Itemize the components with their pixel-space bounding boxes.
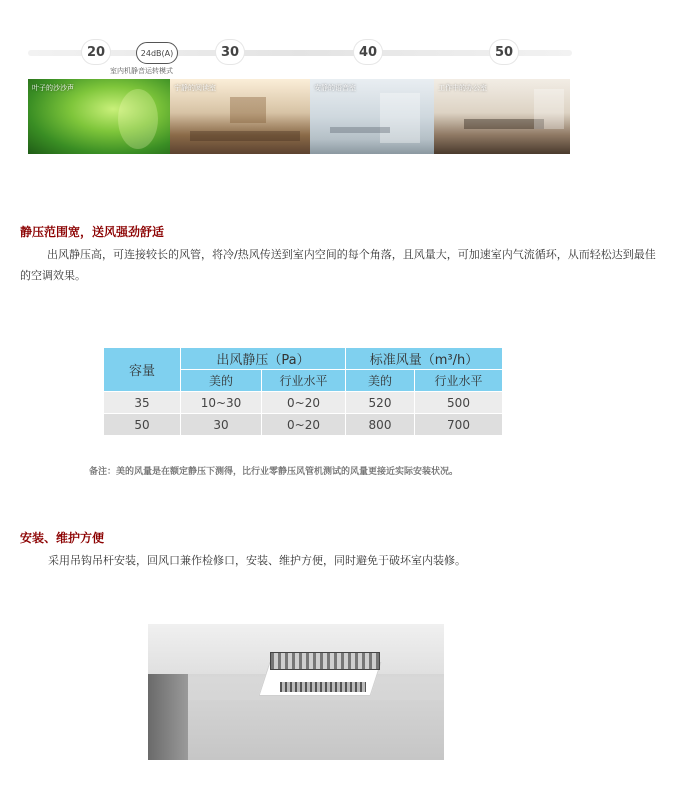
photo-caption: 安静的语音室 xyxy=(314,84,356,92)
noise-tick-40: 40 xyxy=(354,40,382,64)
section-body-static-pressure: 出风静压高，可连接较长的风管，将冷/热风传送到室内空间的每个角落，且风量大，可加速室内气流循环，从而轻松达到最佳的空调效果。 xyxy=(20,248,656,282)
cell-midea-pressure: 30 xyxy=(181,414,261,435)
cell-industry-pressure: 0~20 xyxy=(262,414,345,435)
cell-midea-flow: 520 xyxy=(346,392,414,413)
noise-scale-caption: 室内机静音运转模式 xyxy=(110,67,173,75)
installation-illustration xyxy=(148,624,444,760)
table-note: 备注：美的风量是在额定静压下测得，比行业零静压风管机测试的风量更接近实际安装状况。 xyxy=(89,467,459,477)
subheader-midea-pressure: 美的 xyxy=(181,370,261,391)
back-wall xyxy=(148,700,444,760)
photo-voice-room xyxy=(310,79,434,154)
table-row xyxy=(104,414,502,435)
noise-tick-20: 20 xyxy=(82,40,110,64)
noise-tick-50: 50 xyxy=(490,40,518,64)
cell-midea-pressure: 10~30 xyxy=(181,392,261,413)
noise-tick-24db: 24dB(A) xyxy=(136,42,178,64)
cell-industry-flow: 700 xyxy=(415,414,502,435)
header-air-flow: 标准风量（m³/h） xyxy=(346,348,502,369)
side-wall xyxy=(148,674,188,760)
cell-industry-flow: 500 xyxy=(415,392,502,413)
cell-capacity: 50 xyxy=(104,414,180,435)
photo-reading-room xyxy=(170,79,310,154)
photo-office xyxy=(434,79,570,154)
noise-tick-30: 30 xyxy=(216,40,244,64)
section-body-installation: 采用吊钩吊杆安装，回风口兼作检修口，安装、维护方便，同时避免于破坏室内装修。 xyxy=(48,554,466,567)
spec-table xyxy=(103,347,503,436)
photo-leaves xyxy=(28,79,170,154)
section-heading-installation: 安装、维护方便 xyxy=(20,531,105,545)
cell-industry-pressure: 0~20 xyxy=(262,392,345,413)
cell-capacity: 35 xyxy=(104,392,180,413)
subheader-industry-pressure: 行业水平 xyxy=(262,370,345,391)
duct-unit xyxy=(270,652,380,670)
noise-scale xyxy=(28,38,572,66)
photo-caption: 工作中的办公室 xyxy=(438,84,487,92)
header-capacity: 容量 xyxy=(104,348,180,391)
header-static-pressure: 出风静压（Pa） xyxy=(181,348,345,369)
table-row xyxy=(104,392,502,413)
photo-caption: 叶子的沙沙声 xyxy=(32,84,74,92)
subheader-midea-flow: 美的 xyxy=(346,370,414,391)
return-air-grille xyxy=(280,682,366,692)
subheader-industry-flow: 行业水平 xyxy=(415,370,502,391)
section-heading-static-pressure: 静压范围宽，送风强劲舒适 xyxy=(20,225,165,239)
photo-caption: 宁静的阅读室 xyxy=(174,84,216,92)
cell-midea-flow: 800 xyxy=(346,414,414,435)
